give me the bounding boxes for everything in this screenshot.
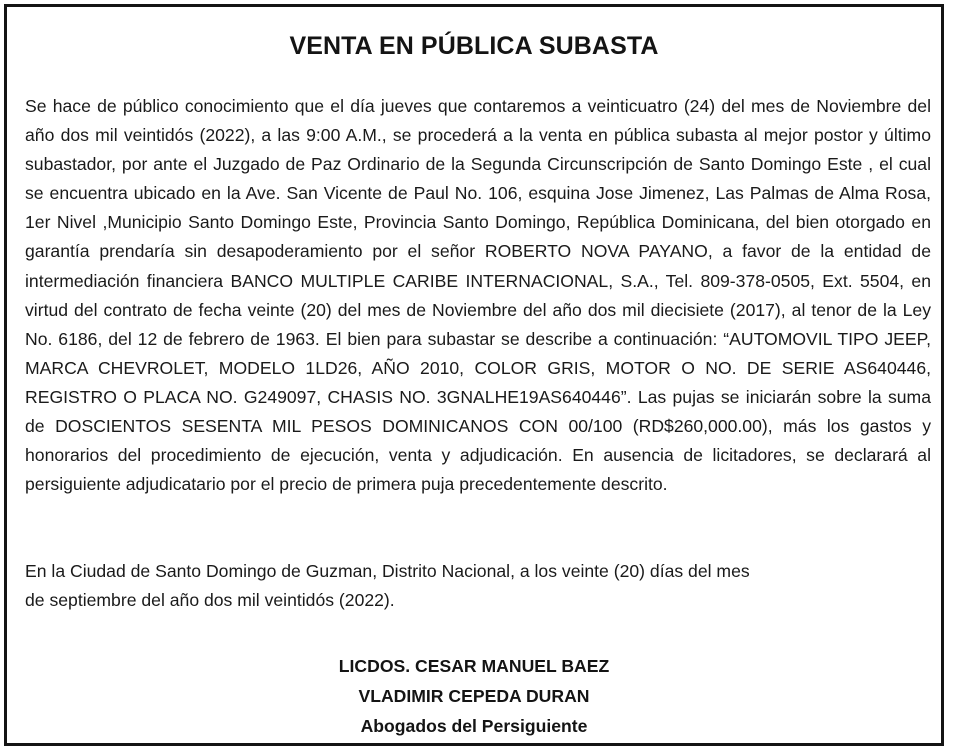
notice-frame	[4, 4, 944, 746]
signature-line: LICDOS. CESAR MANUEL BAEZ	[338, 656, 610, 676]
notice-body: Se hace de público conocimiento que el día jueves que contaremos a veinticuatro (24) del mes de Noviembre del año dos mil veintidós (2022), a las 9:00 A.M., se procederá a la venta en pública subasta al mejor postor y último subastador, por ante el Juzgado de Paz Ordinario de la Segunda Circunscripción de Santo Domingo Este , el cual se encuentra ubicado en la Ave. San Vicente de Paul No. 106, esquina Jose Jimenez, Las Palmas de Alma Rosa, 1er Nivel ,Municipio Santo Domingo Este, Provincia Santo Domingo, República Dominicana, del bien otorgado en garantía prendaría sin desapoderamiento por el señor ROBERTO NOVA PAYANO, a favor de la entidad de intermediación financiera BANCO MULTIPLE CARIBE INTERNACIONAL, S.A., Tel. 809-378-0505, Ext. 5504, en virtud del contrato de fecha veinte (20) del mes de Noviembre del año dos mil diecisiete (2017), al tenor de la Ley No. 6186, del 12 de febrero de 1963. El bien para subastar se describe a continuación: “AUTOMOVIL TIPO JEEP, MARCA CHEVROLET, MODELO 1LD26, AÑO 2010, COLOR GRIS, MOTOR O NO. DE SERIE AS640446, REGISTRO O PLACA NO. G249097, CHASIS NO. 3GNALHE19AS640446”. Las pujas se iniciarán sobre la suma de DOSCIENTOS SESENTA MIL PESOS DOMINICANOS CON 00/100 (RD$260,000.00), más los gastos y honorarios del procedimiento de ejecución, venta y adjudicación. En ausencia de licitadores, se declarará al persiguiente adjudicatario por el precio de primera puja precedentemente descrito.	[25, 96, 931, 495]
closing-line: En la Ciudad de Santo Domingo de Guzman, Distrito Nacional, a los veinte (20) días del mes	[25, 561, 750, 581]
closing-line: de septiembre del año dos mil veintidós (2022).	[25, 590, 395, 611]
signature-block	[7, 651, 941, 741]
notice-title: VENTA EN PÚBLICA SUBASTA	[289, 32, 659, 60]
signature-line: Abogados del Persiguiente	[360, 716, 588, 736]
closing-statement	[25, 557, 931, 615]
signature-line: VLADIMIR CEPEDA DURAN	[358, 686, 590, 706]
